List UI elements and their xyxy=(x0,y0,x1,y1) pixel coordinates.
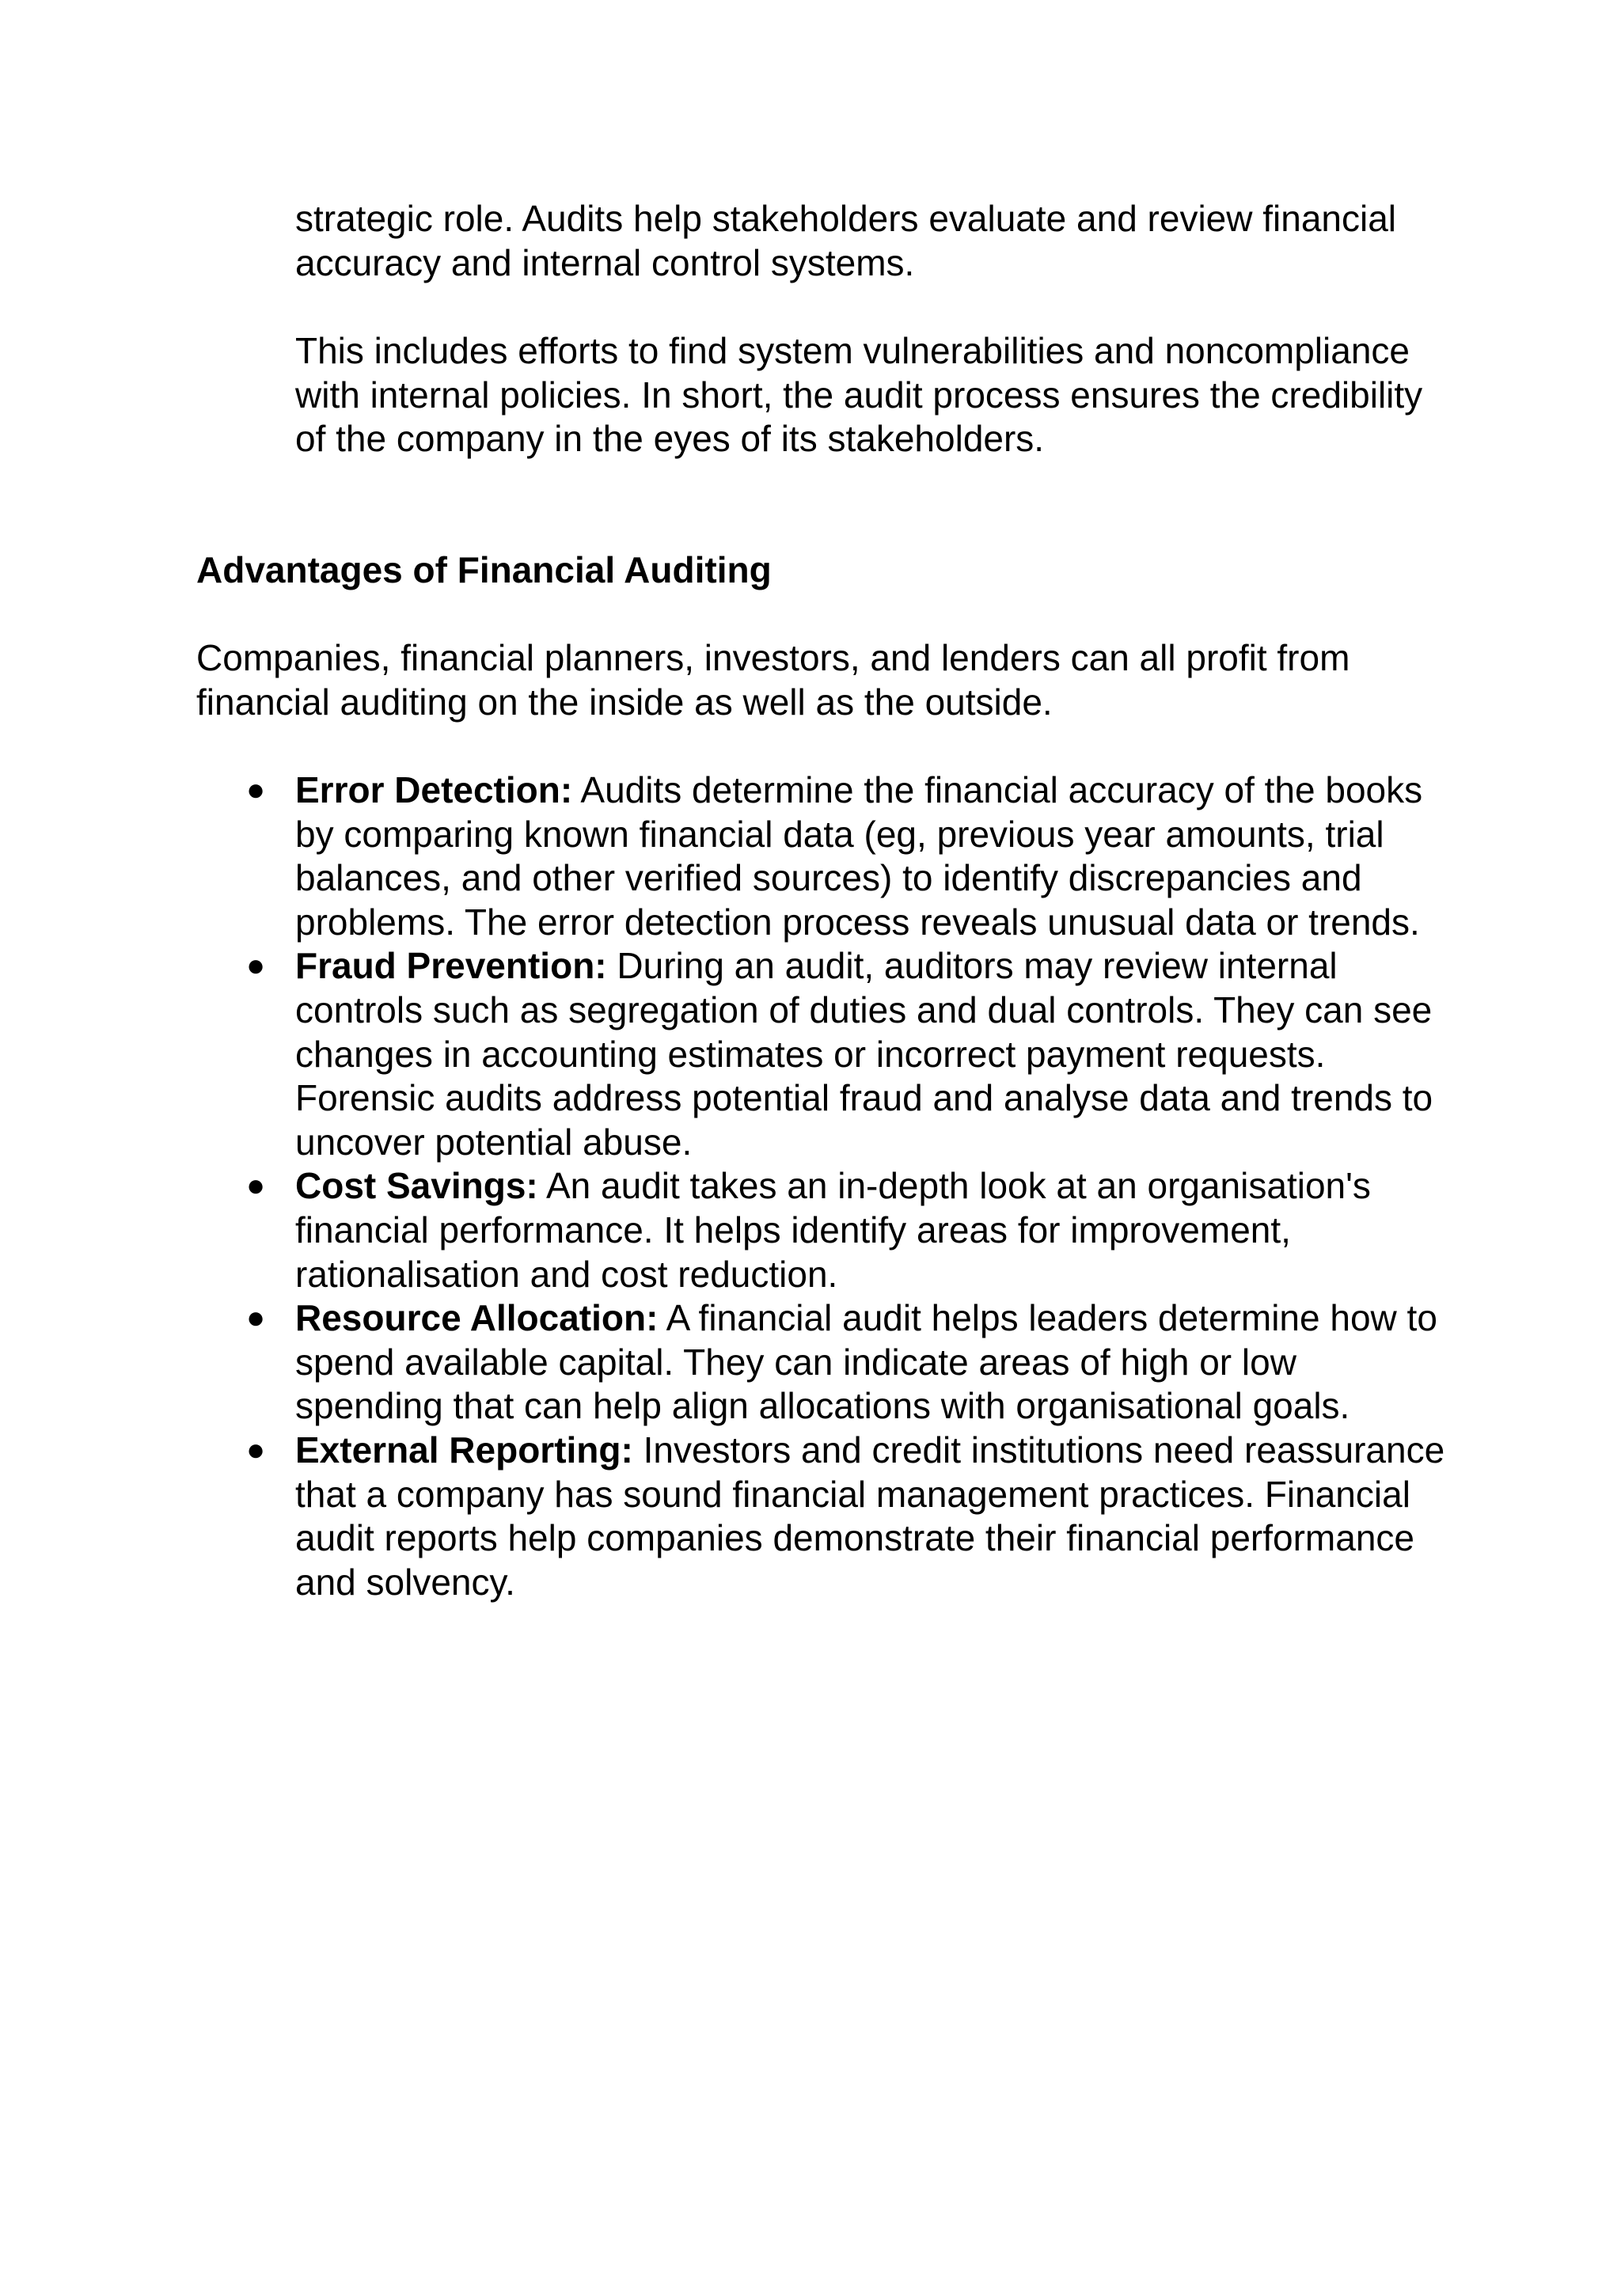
list-item-text: Audits determine the financial accuracy of the books by comparing known financial data (eg, previous year amounts, trial balances, and other verified sources) to identify discrepancies and problems. The error detection process reveals unusual data or trends. xyxy=(295,769,1423,943)
list-item-text: Investors and credit institutions need reassurance that a company has sound financial management practices. Financial audit reports help companies demonstrate their financial performance and solvency. xyxy=(295,1429,1445,1603)
list-item-text: During an audit, auditors may review internal controls such as segregation of duties and dual controls. They can see changes in accounting estimates or incorrect payment requests. Forensic audits address potential fraud and analyse data and trends to uncover potential abuse. xyxy=(295,945,1433,1163)
section-heading: Advantages of Financial Auditing xyxy=(196,549,772,590)
list-item-term: Resource Allocation: xyxy=(295,1297,659,1339)
list-item xyxy=(246,1429,1451,1604)
list-item-term: Fraud Prevention: xyxy=(295,945,607,987)
list-item xyxy=(246,1164,1451,1296)
intro-paragraph: Companies, financial planners, investors, and lenders can all profit from financial auditing on the inside as well as the outside. xyxy=(196,637,1350,723)
list-item xyxy=(246,944,1451,1164)
list-item-term: Cost Savings: xyxy=(295,1165,538,1207)
body-paragraph: strategic role. Audits help stakeholders evaluate and review financial accuracy and internal control systems. xyxy=(295,198,1397,283)
bullet-icon: ● xyxy=(246,948,266,984)
advantages-list xyxy=(246,768,1451,1604)
list-item-text: An audit takes an in-depth look at an organisation's financial performance. It helps identify areas for improvement, rationalisation and cost reduction. xyxy=(295,1165,1371,1295)
list-item-term: External Reporting: xyxy=(295,1429,633,1471)
list-item-term: Error Detection: xyxy=(295,769,573,810)
list-item-text: A financial audit helps leaders determine how to spend available capital. They can indicate areas of high or low spending that can help align allocations with organisational goals. xyxy=(295,1297,1437,1427)
bullet-icon: ● xyxy=(246,772,266,807)
list-item xyxy=(246,768,1451,944)
body-paragraph: This includes efforts to find system vulnerabilities and noncompliance with internal policies. In short, the audit process ensures the credibility of the company in the eyes of its stakeholders. xyxy=(295,330,1423,460)
bullet-icon: ● xyxy=(246,1432,266,1467)
bullet-icon: ● xyxy=(246,1168,266,1204)
bullet-icon: ● xyxy=(246,1300,266,1336)
list-item xyxy=(246,1296,1451,1429)
